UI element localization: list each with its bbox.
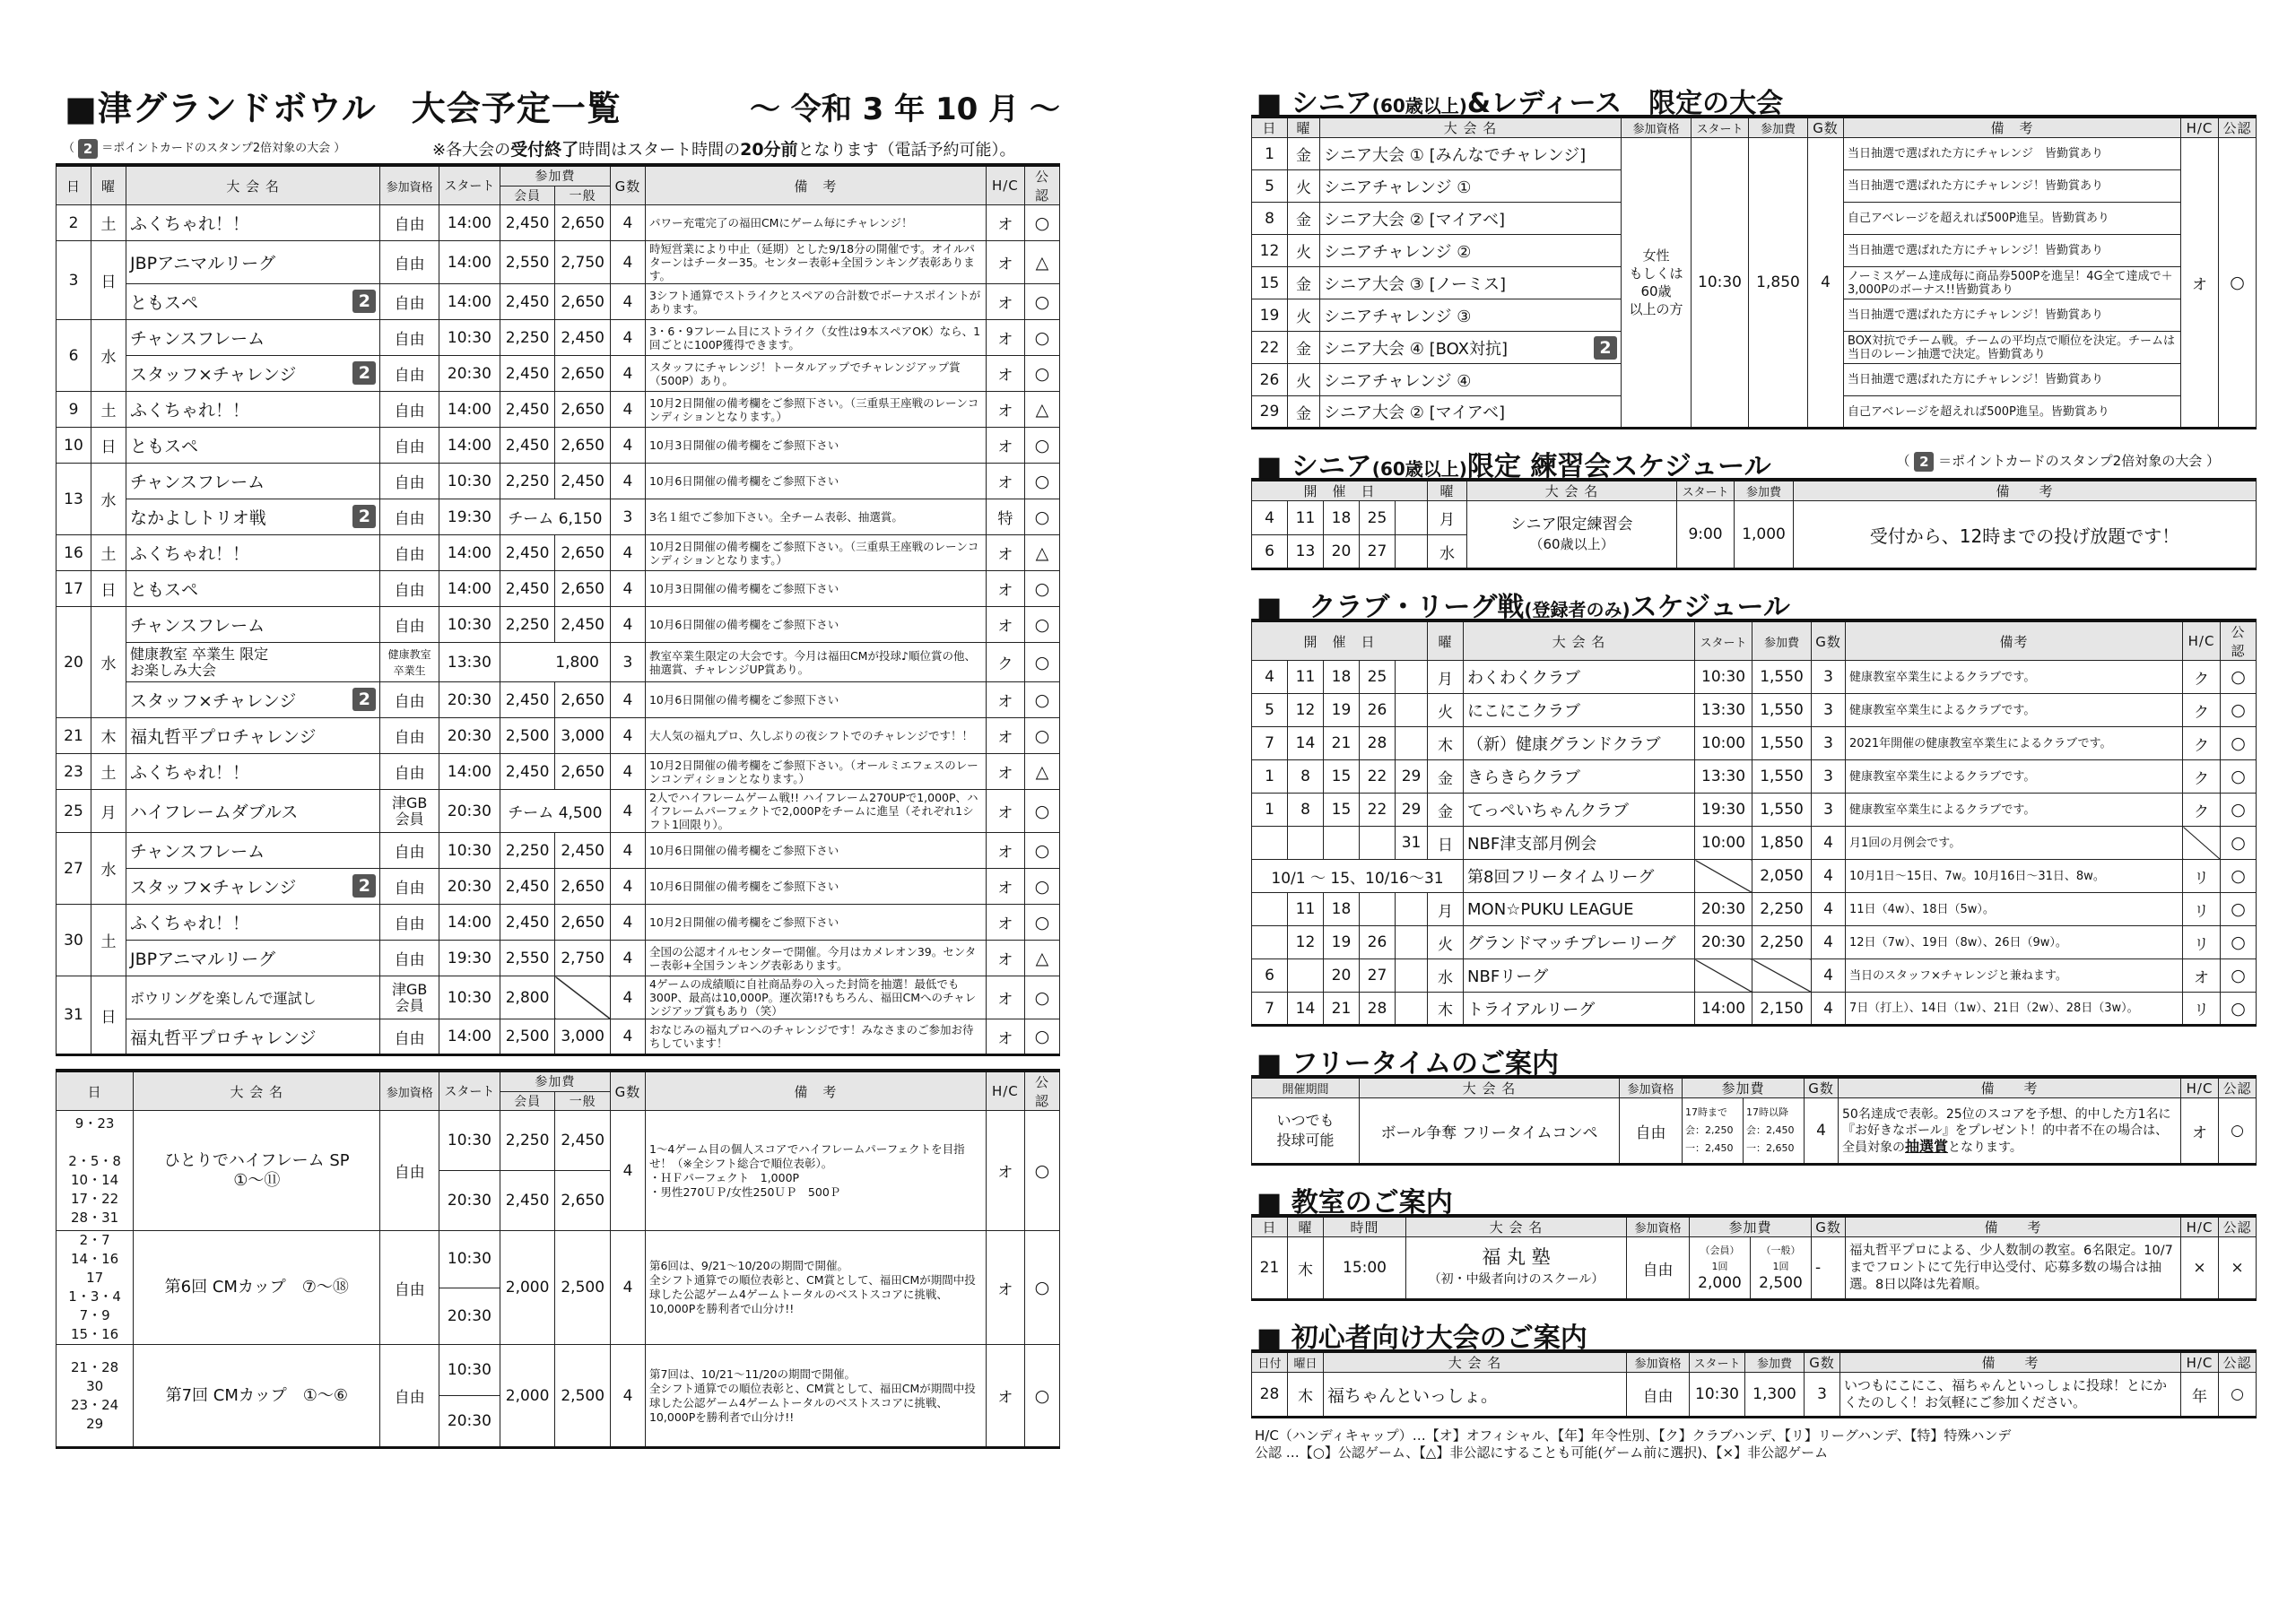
senior-table: 日 曜 大 会 名 参加資格 スタート 参加費 G数 備 考 H/C 公認 1 金 シニア大会 ① [みんなでチャレンジ] 女性 もしくは 60歳 以上の方 10:30 1,850 4 当日抽選で選ばれた方にチャレンジ 皆勤賞あり オ ○ 5 火 シニアチャレンジ ① 当日抽選で選ばれた方にチャレンジ！皆勤賞あり 8 金 シニア大会 ② [マイアベ] 自己アベレージを超えれば500P進呈。皆勤賞あり 12 火 シニアチャレンジ ② 当日抽選で選ばれた方にチャレンジ！皆勤賞あり 15 金 シニア大会 ③ [ノーミス] ノーミスゲーム達成毎に商品券500Pを進呈！4G全て達成で＋3,000Pのボーナス!!皆勤賞あり 19 火 シニアチャレンジ ③ 当日抽選で選ばれた方にチャレンジ！皆勤賞あり 22 金 2 シニア大会 ④ [BOX対抗] BOX対抗でチーム戦。チームの平均点で順位を決定。チームは当日のレーン抽選で決定。皆勤賞あり 26 火 シニアチャレンジ ④ 当日抽選で選ばれた方にチャレンジ！皆勤賞あり 29 金 シニア大会 ② [マイアベ] 自己アベレージを超えれば500P進呈。皆勤賞あり: [1251, 115, 2257, 429]
col-remarks: 備 考: [645, 165, 986, 205]
tournament-name: 健康教室 卒業生 限定 お楽しみ大会: [126, 643, 380, 682]
weekday: 日: [91, 428, 126, 464]
classroom-table: 日 曜 時間 大 会 名 参加資格 参加費 G数 備 考 H/C 公認 21 木 15:00 福 丸 塾 （初・中級者向けのスクール） 自由 （会員） 1回 2,000 （一般） 1回 2,500 - 福丸哲平プロによる、少人数制の教室。6名限定。10/7までフロントにて先行申込受付、応募多数の場合は抽選。8日以降は先着順。 × ×: [1251, 1214, 2257, 1301]
tournament-name: 福丸哲平プロチャレンジ: [126, 1019, 380, 1055]
tournament-name: JBPアニマルリーグ: [126, 241, 380, 284]
table-row: 20 水 チャンスフレーム 自由 10:30 2,250 2,450 4 10月6日開催の備考欄をご参照下さい オ ○: [57, 607, 1060, 643]
remarks: 10月6日開催の備考欄をご参照下さい: [645, 682, 986, 718]
senior-title: ■ シニア(60歳以上)&レディース 限定の大会: [1257, 88, 1784, 119]
weekday: 水: [91, 464, 126, 535]
remarks: 10月6日開催の備考欄をご参照下さい: [645, 869, 986, 905]
tournament-name: 2 ともスペ: [126, 284, 380, 320]
point-note: （ 2 ＝ポイントカードのスタンプ2倍対象の大会 ）: [63, 140, 346, 157]
tournament-name: ともスペ: [126, 571, 380, 607]
day: 13: [57, 464, 91, 535]
special-events: [1251, 79, 2256, 1462]
table-row: 2 ともスペ 自由 14:00 2,450 2,650 4 3シフト通算でストライクとスペアの合計数でボーナスポイントがあります。 オ ○: [57, 284, 1060, 320]
remarks: 3名１組でご参加下さい。全チーム表彰、抽選賞。: [645, 499, 986, 535]
october-schedule: [56, 81, 1060, 1449]
remarks: 3・6・9フレーム目にストライク（女性は9本スペアOK）なら、1回ごとに100P獲得できます。: [645, 320, 986, 356]
tournament-name: チャンスフレーム: [126, 320, 380, 356]
day: 27: [57, 833, 91, 905]
tournament-name: ハイフレームダブルス: [126, 790, 380, 833]
tournament-name: 2 スタッフ×チャレンジ: [126, 869, 380, 905]
day: 17: [57, 571, 91, 607]
day: 30: [57, 905, 91, 976]
beginner-table: 日付 曜日 大 会 名 参加資格 スタート 参加費 G数 備 考 H/C 公認 28 木 福ちゃんといっしょ。 自由 10:30 1,300 3 いつもにこにこ、福ちゃんといっしょに投球！とにかくたのしく！お気軽にご参加ください。 年 ○: [1251, 1349, 2257, 1418]
col-name: 大 会 名: [126, 165, 380, 205]
period: ～ 令和 3 年 10 月 ～: [750, 91, 1060, 127]
table-row: 13 水 チャンスフレーム 自由 10:30 2,250 2,450 4 10月6日開催の備考欄をご参照下さい オ ○: [57, 464, 1060, 499]
tournament-name: 2 なかよしトリオ戦: [126, 499, 380, 535]
tournament-name: 2 スタッフ×チャレンジ: [126, 682, 380, 718]
tournament-name: JBPアニマルリーグ: [126, 941, 380, 976]
table-row: 6 水 チャンスフレーム 自由 10:30 2,250 2,450 4 3・6・9フレーム目にストライク（女性は9本スペアOK）なら、1回ごとに100P獲得できます。 オ ○: [57, 320, 1060, 356]
col-member: 会員: [500, 186, 555, 204]
page-title: ■津グランドボウル 大会予定一覧: [65, 89, 622, 128]
day: 20: [57, 607, 91, 718]
tournament-name: ふくちゃれ！！: [126, 754, 380, 790]
col-start: スタート: [439, 165, 500, 205]
remarks: 10月3日開催の備考欄をご参照下さい: [645, 571, 986, 607]
tournament-name: ふくちゃれ！！: [126, 905, 380, 941]
remarks: 10月6日開催の備考欄をご参照下さい: [645, 464, 986, 499]
day: 21: [57, 718, 91, 754]
remarks: 時短営業により中止（延期）とした9/18分の開催です。オイルパターンはチーター35。センター表彰+全国ランキング表彰あります。: [645, 241, 986, 284]
remarks: 10月2日開催の備考欄をご参照下さい: [645, 905, 986, 941]
day: 31: [57, 976, 91, 1055]
remarks: 10月2日開催の備考欄をご参照下さい。（オールミエフェスのレーンコンディションとなります。）: [645, 754, 986, 790]
day: 10: [57, 428, 91, 464]
table-row: 31 日 ボウリングを楽しんで運試し 津GB 会員 10:30 2,800 4 4ゲームの成績順に自社商品券の入った封筒を抽選！最低でも300P、最高は10,000P。運次第!?もちろん、福田CMへのチャレンジアップ賞もあり（笑） オ ○: [57, 976, 1060, 1019]
weekday: 月: [91, 790, 126, 833]
tournament-name: チャンスフレーム: [126, 833, 380, 869]
double-stamp-badge: 2: [352, 290, 376, 313]
tournament-name: ボウリングを楽しんで運試し: [126, 976, 380, 1019]
table-row: 21 木 福丸哲平プロチャレンジ 自由 20:30 2,500 3,000 4 大人気の福丸プロ、久しぶりの夜シフトでのチャレンジです！！ オ ○: [57, 718, 1060, 754]
tournament-name: 2 スタッフ×チャレンジ: [126, 356, 380, 392]
table-row: 23 土 ふくちゃれ！！ 自由 14:00 2,450 2,650 4 10月2日開催の備考欄をご参照下さい。（オールミエフェスのレーンコンディションとなります。） オ △: [57, 754, 1060, 790]
weekday: 日: [91, 241, 126, 320]
remarks: 4ゲームの成績順に自社商品券の入った封筒を抽選！最低でも300P、最高は10,000P。運次第!?もちろん、福田CMへのチャレンジアップ賞もあり（笑）: [645, 976, 986, 1019]
club-title: ■ クラブ・リーグ戦(登録者のみ)スケジュール: [1257, 592, 1790, 623]
day: 2: [57, 205, 91, 241]
col-official: 公認: [1024, 165, 1059, 205]
double-stamp-badge: 2: [78, 139, 98, 159]
multi-day-table: 日 大 会 名 参加資格 スタート 参加費 G数 備 考 H/C 公認 会員 一般 9・23 2・5・8 10・14 17・22 28・31 ひとりでハイフレーム SP ①～⑪ 自由 10:30 2,250 2,450 4 1～4ゲーム目の個人スコアでハイフレームパーフェクトを目指せ！（※全シフト総合で順位表彰）。 ・ＨＦパーフェクト 1,000P ・男性270ＵＰ/女性250ＵＰ 500Ｐ オ ○ 20:30 2,450 2,650 2・7 14・16 17 1・3・4 7・9 15・16 第6回 CMカップ ⑦～⑱ 自由 10:30 2,000 2,500 4 第6回は、9/21～10/20の期間で開催。 全シフト通算での順位表彰と、CM賞として、福田CMが期間中投球した公認ゲーム4ゲームトータルのベストスコアに挑戦、10,000Pを勝利者で山分け!! オ ○ 20:30 21・28 30 23・24 29 第7回 CMカップ ①～⑥ 自由 10:30 2,000 2,500 4 第7回は、10/21～11/20の期間で開催。 全シフト通算での順位表彰と、CM賞として、福田CMが期間中投球した公認ゲーム4ゲームトータルのベストスコアに挑戦、10,000Pを勝利者で山分け!! オ ○ 20:30: [56, 1069, 1060, 1449]
remarks: 10月6日開催の備考欄をご参照下さい: [645, 833, 986, 869]
remarks: 教室卒業生限定の大会です。今月は福田CMが投球♪順位賞の他、抽選賞、チャレンジUP賞あり。: [645, 643, 986, 682]
freetime-table: 開催期間 大 会 名 参加資格 参加費 G数 備 考 H/C 公認 いつでも 投球可能 ボール争奪 フリータイムコンペ 自由 17時まで 会：2,250 一：2,450 17時以降 会：2,450 一：2,650 4 50名達成で表彰。25位のスコアを予想、的中した方1名に『お好きなボール』をプレゼント！的中者不在の場合は、全員対象の抽選賞となります。 オ ○: [1251, 1075, 2257, 1166]
deadline-note: ※各大会の受付終了時間はスタート時間の20分前となります（電話予約可能）。: [432, 140, 1016, 160]
weekday: 土: [91, 392, 126, 428]
weekday: 土: [91, 205, 126, 241]
table-row: 9 土 ふくちゃれ！！ 自由 14:00 2,450 2,650 4 10月2日開催の備考欄をご参照下さい。（三重県王座戦のレーンコンディションとなります。） オ △: [57, 392, 1060, 428]
double-stamp-badge: 2: [352, 688, 376, 711]
col-hc: H/C: [986, 165, 1024, 205]
remarks: 大人気の福丸プロ、久しぶりの夜シフトでのチャレンジです！！: [645, 718, 986, 754]
table-row: 17 日 ともスペ 自由 14:00 2,450 2,650 4 10月3日開催の備考欄をご参照下さい オ ○: [57, 571, 1060, 607]
table-row: 健康教室 卒業生 限定 お楽しみ大会 健康教室 卒業生 13:30 1,800 3 教室卒業生限定の大会です。今月は福田CMが投球♪順位賞の他、抽選賞、チャレンジUP賞あり。 ク ○: [57, 643, 1060, 682]
remarks: 10月6日開催の備考欄をご参照下さい: [645, 607, 986, 643]
weekday: 土: [91, 535, 126, 571]
table-row: 30 土 ふくちゃれ！！ 自由 14:00 2,450 2,650 4 10月2日開催の備考欄をご参照下さい オ ○: [57, 905, 1060, 941]
remarks: 10月3日開催の備考欄をご参照下さい: [645, 428, 986, 464]
remarks: 10月2日開催の備考欄をご参照下さい。（三重県王座戦のレーンコンディションとなります。）: [645, 535, 986, 571]
weekday: 土: [91, 905, 126, 976]
practice-table: 開 催 日 曜 大 会 名 スタート 参加費 備 考 4 11 18 25 月 シニア限定練習会 （60歳以上） 9:00 1,000 受付から、12時までの投げ放題です！ 6 13 20 27 水: [1251, 478, 2257, 570]
club-table: 開 催 日 曜 大 会 名 スタート 参加費 G数 備考 H/C 公認 4 11 18 25 月 わくわくクラブ 10:30 1,550 3 健康教室卒業生によるクラブです。 ク ○ 5 12 19 26 火 にこにこクラブ 13:30 1,550 3 健康教室卒業生によるクラブです。 ク ○ 7 14 21 28 木 （新）健康グランドクラブ 10:00 1,550 3 2021年開催の健康教室卒業生によるクラブです。 ク ○ 1 8 15 22 29 金 きらきらクラブ 13:30 1,550 3 健康教室卒業生によるクラブです。 ク ○ 1 8 15 22 29 金 てっぺいちゃんクラブ 19:30 1,550 3 健康教室卒業生によるクラブです。 ク ○ 31 日 NBF津支部月例会 10:00 1,850 4 月1回の月例会です。 ○ 10/1 ～ 15、10/16～31 第8回フリータイムリーグ 2,050 4 10月1日～15日、7w。10月16日～31日、8w。 リ ○ 11 18 月 MON☆PUKU LEAGUE 20:30 2,250 4 11日（4w）、18日（5w）。 リ ○ 12 19 26 火 グランドマッチプレーリーグ 20:30 2,250 4 12日（7w）、19日（8w）、26日（9w）。 リ ○ 6 20 27 水 NBFリーグ 4 当日のスタッフ×チャレンジと兼ねます。 オ ○ 7 14 21 28 木 トライアルリーグ 14:00 2,150 4 7日（打上）、14日（1w）、21日（2w）、28日（3w）。 リ ○: [1251, 619, 2257, 1027]
weekday: 木: [91, 718, 126, 754]
double-stamp-badge: 2: [352, 505, 376, 528]
tournament-name: ふくちゃれ！！: [126, 205, 380, 241]
classroom-title: ■ 教室のご案内: [1257, 1187, 1453, 1219]
day: 23: [57, 754, 91, 790]
weekday: 土: [91, 754, 126, 790]
tournament-table: [56, 163, 1060, 1056]
remarks: 全国の公認オイルセンターで開催。今月はカメレオン39。センター表彰+全国ランキング表彰あります。: [645, 941, 986, 976]
table-row: JBPアニマルリーグ 自由 19:30 2,550 2,750 4 全国の公認オイルセンターで開催。今月はカメレオン39。センター表彰+全国ランキング表彰あります。 オ △: [57, 941, 1060, 976]
tournament-name: チャンスフレーム: [126, 607, 380, 643]
tournament-name: 福丸哲平プロチャレンジ: [126, 718, 380, 754]
col-general: 一般: [555, 186, 611, 204]
weekday: 日: [91, 571, 126, 607]
day: 16: [57, 535, 91, 571]
day: 9: [57, 392, 91, 428]
table-row: 2 なかよしトリオ戦 自由 19:30 チーム 6,150 3 3名１組でご参加下さい。全チーム表彰、抽選賞。 特 ○: [57, 499, 1060, 535]
remarks: パワー充電完了の福田CMにゲーム毎にチャレンジ！: [645, 205, 986, 241]
double-stamp-badge: 2: [352, 874, 376, 898]
col-games: G数: [610, 165, 645, 205]
remarks: 3シフト通算でストライクとスペアの合計数でボーナスポイントがあります。: [645, 284, 986, 320]
double-stamp-badge: 2: [1594, 336, 1617, 360]
remarks: スタッフにチャレンジ！トータルアップでチャレンジアップ賞（500P）あり。: [645, 356, 986, 392]
double-stamp-badge: 2: [352, 361, 376, 385]
day: 25: [57, 790, 91, 833]
table-row: 27 水 チャンスフレーム 自由 10:30 2,250 2,450 4 10月6日開催の備考欄をご参照下さい オ ○: [57, 833, 1060, 869]
remarks: おなじみの福丸プロへのチャレンジです！みなさまのご参加お待ちしています！: [645, 1019, 986, 1055]
day: 6: [57, 320, 91, 392]
tournament-name: チャンスフレーム: [126, 464, 380, 499]
col-dow: 曜: [91, 165, 126, 205]
table-row: 2 スタッフ×チャレンジ 自由 20:30 2,450 2,650 4 10月6日開催の備考欄をご参照下さい オ ○: [57, 869, 1060, 905]
remarks: 2人でハイフレームゲーム戦!! ハイフレーム270UPで1,000P、ハイフレームパーフェクトで2,000Pをチームに進呈（それぞれ1シフト1回限り）。: [645, 790, 986, 833]
col-fee: 参加費: [500, 165, 610, 186]
weekday: 日: [91, 976, 126, 1055]
practice-note: （ 2 ＝ポイントカードのスタンプ2倍対象の大会 ）: [1896, 453, 2220, 470]
col-elig: 参加資格: [380, 165, 439, 205]
table-row: 25 月 ハイフレームダブルス 津GB 会員 20:30 チーム 4,500 4 2人でハイフレームゲーム戦!! ハイフレーム270UPで1,000P、ハイフレームパーフェクトで2,000Pをチームに進呈（それぞれ1シフト1回限り）。 オ ○: [57, 790, 1060, 833]
table-row: 2 スタッフ×チャレンジ 自由 20:30 2,450 2,650 4 10月6日開催の備考欄をご参照下さい オ ○: [57, 682, 1060, 718]
freetime-title: ■ フリータイムのご案内: [1257, 1048, 1559, 1080]
tournament-name: ふくちゃれ！！: [126, 535, 380, 571]
day: 3: [57, 241, 91, 320]
tournament-name: ともスペ: [126, 428, 380, 464]
weekday: 水: [91, 833, 126, 905]
table-row: 3 日 JBPアニマルリーグ 自由 14:00 2,550 2,750 4 時短営業により中止（延期）とした9/18分の開催です。オイルパターンはチーター35。センター表彰+全国ランキング表彰あります。 オ △: [57, 241, 1060, 284]
table-row: 16 土 ふくちゃれ！！ 自由 14:00 2,450 2,650 4 10月2日開催の備考欄をご参照下さい。（三重県王座戦のレーンコンディションとなります。） オ △: [57, 535, 1060, 571]
table-row: 10 日 ともスペ 自由 14:00 2,450 2,650 4 10月3日開催の備考欄をご参照下さい オ ○: [57, 428, 1060, 464]
weekday: 水: [91, 607, 126, 718]
table-row: 2 スタッフ×チャレンジ 自由 20:30 2,450 2,650 4 スタッフにチャレンジ！トータルアップでチャレンジアップ賞（500P）あり。 オ ○: [57, 356, 1060, 392]
table-row: 福丸哲平プロチャレンジ 自由 14:00 2,500 3,000 4 おなじみの福丸プロへのチャレンジです！みなさまのご参加お待ちしています！ オ ○: [57, 1019, 1060, 1055]
col-day: 日: [57, 165, 91, 205]
notes: [56, 131, 1060, 163]
remarks: 10月2日開催の備考欄をご参照下さい。（三重県王座戦のレーンコンディションとなります。）: [645, 392, 986, 428]
practice-title: ■ シニア(60歳以上)限定 練習会スケジュール: [1257, 451, 1771, 482]
beginner-title: ■ 初心者向け大会のご案内: [1257, 1323, 1587, 1354]
table-row: 2 土 ふくちゃれ！！ 自由 14:00 2,450 2,650 4 パワー充電完了の福田CMにゲーム毎にチャレンジ！ オ ○: [57, 205, 1060, 241]
weekday: 水: [91, 320, 126, 392]
tournament-name: ふくちゃれ！！: [126, 392, 380, 428]
legend: H/C（ハンディキャップ）…【オ】オフィシャル、【年】年令性別、【ク】クラブハンデ、【リ】リーグハンデ、【特】特殊ハンデ 公認 …【○】公認ゲーム、【△】非公認にすることも可能(ゲーム前に選択)、【×】非公認ゲーム: [1255, 1427, 2012, 1461]
